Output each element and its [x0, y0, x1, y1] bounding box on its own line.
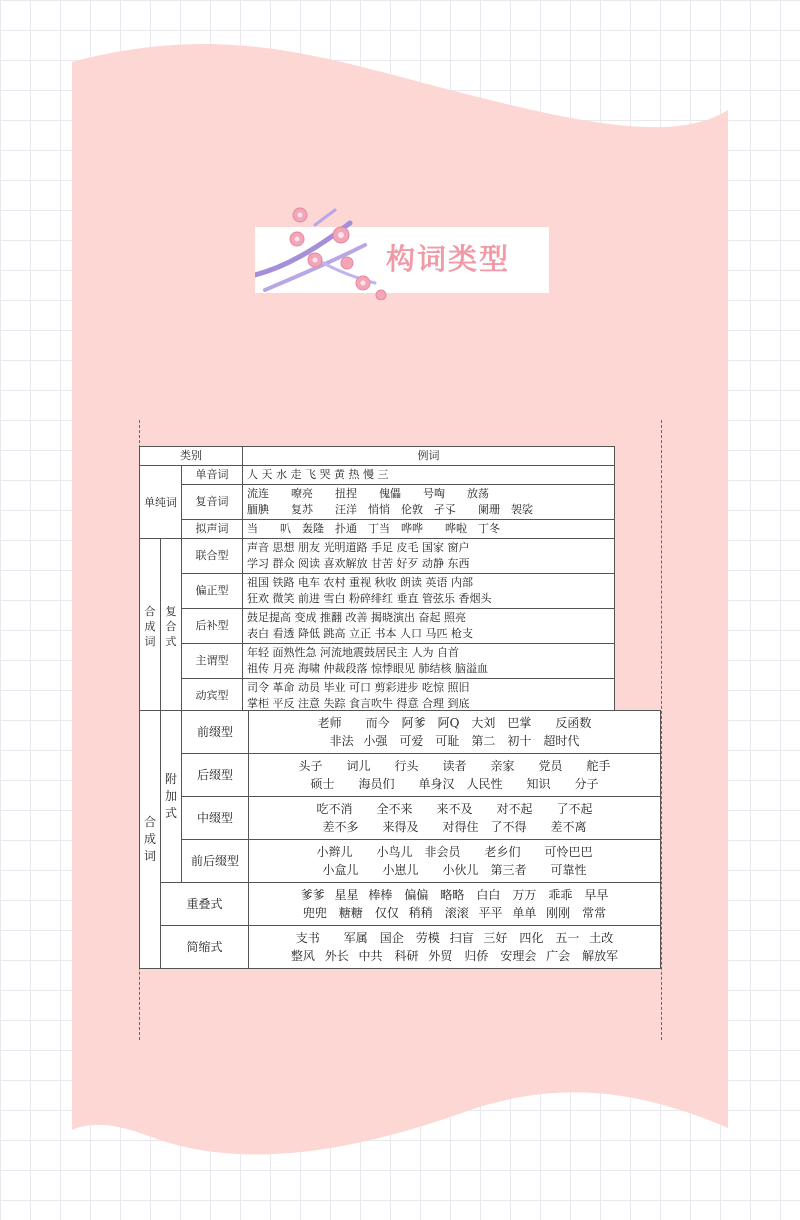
row-type: 动宾型	[182, 679, 243, 714]
row-examples	[249, 797, 661, 840]
table-row	[140, 466, 615, 485]
row-examples	[243, 466, 615, 485]
example-line: 学习 群众 阅读 喜欢解放 甘苦 好歹 动静 东西	[247, 557, 470, 570]
row-type: 复音词	[182, 485, 243, 520]
table-row	[140, 711, 661, 754]
example-line: 当 叭 轰隆 扑通 丁当 哗哗 哗啦 丁冬	[247, 522, 500, 535]
row-examples	[243, 485, 615, 520]
header-examples: 例词	[243, 447, 615, 466]
example-line: 掌柜 平反 注意 失踪 食言吹牛 得意 合理 到底	[247, 697, 470, 710]
example-line: 人 天 水 走 飞 哭 黄 热 慢 三	[247, 468, 389, 481]
example-line: 腼腆 复苏 汪洋 悄悄 伦敦 孑孓 阑珊 袈裟	[247, 503, 533, 516]
row-type: 前后缀型	[182, 840, 249, 883]
row-examples	[249, 754, 661, 797]
table-row	[140, 644, 615, 679]
header-category: 类别	[140, 447, 243, 466]
row-type: 偏正型	[182, 574, 243, 609]
example-line: 祖国 铁路 电车 农村 重视 秋收 朗读 英语 内部	[247, 576, 473, 589]
compound-subgroup: 复合式	[161, 539, 182, 714]
example-line: 流连 嘹亮 扭捏 傀儡 号啕 放荡	[247, 487, 489, 500]
right-dashed-line	[661, 420, 662, 1040]
row-type: 中缀型	[182, 797, 249, 840]
table-row	[140, 539, 615, 574]
example-line: 兜兜 糖糖 仅仅 稍稍 滚滚 平平 单单 刚刚 常常	[302, 906, 607, 920]
row-examples	[243, 574, 615, 609]
example-line: 小盒儿 小崽儿 小伙儿 第三者 可靠性	[322, 863, 587, 877]
simple-word-group: 单纯词	[140, 466, 182, 539]
row-examples	[249, 840, 661, 883]
row-type: 简缩式	[161, 926, 249, 969]
example-line: 支书 军属 国企 劳模 扫盲 三好 四化 五一 土改	[295, 931, 614, 945]
row-examples	[243, 609, 615, 644]
example-line: 头子 词儿 行头 读者 亲家 党员 舵手	[298, 759, 611, 773]
table-row	[140, 754, 661, 797]
compound-word-group: 合成词	[140, 711, 161, 969]
table-row	[140, 883, 661, 926]
compound-word-group: 合成词	[140, 539, 161, 714]
row-type: 单音词	[182, 466, 243, 485]
row-type: 联合型	[182, 539, 243, 574]
example-line: 老师 而今 阿爹 阿Q 大刘 巴掌 反函数	[317, 716, 592, 730]
example-line: 声音 思想 朋友 光明道路 手足 皮毛 国家 窗户	[247, 541, 470, 554]
page-title: 构词类型	[386, 242, 511, 276]
example-line: 吃不消 全不来 来不及 对不起 了不起	[316, 802, 593, 816]
row-type: 前缀型	[182, 711, 249, 754]
row-examples	[249, 883, 661, 926]
row-type: 主谓型	[182, 644, 243, 679]
row-type: 后缀型	[182, 754, 249, 797]
table-row	[140, 485, 615, 520]
flower-branch-icon	[255, 205, 395, 300]
table-row	[140, 840, 661, 883]
row-type: 重叠式	[161, 883, 249, 926]
table-row	[140, 609, 615, 644]
row-type: 后补型	[182, 609, 243, 644]
example-line: 年轻 面熟性急 河流地震鼓居民主 人为 自首	[247, 646, 459, 659]
row-examples	[243, 679, 615, 714]
row-type: 拟声词	[182, 520, 243, 539]
title-banner	[255, 205, 549, 295]
example-line: 狂欢 微笑 前进 雪白 粉碎绯红 垂直 管弦乐 香烟头	[247, 592, 492, 605]
example-line: 小辫儿 小鸟儿 非会员 老乡们 可怜巴巴	[316, 845, 593, 859]
table-row	[140, 574, 615, 609]
example-line: 司令 革命 动员 毕业 可口 剪彩进步 吃惊 照旧	[247, 681, 470, 694]
word-formation-table-2	[139, 710, 661, 969]
row-examples	[243, 520, 615, 539]
row-examples	[243, 644, 615, 679]
table-row	[140, 520, 615, 539]
table-row	[140, 797, 661, 840]
table-row	[140, 679, 615, 714]
example-line: 表白 看透 降低 跳高 立正 书本 人口 马匹 枪支	[247, 627, 473, 640]
example-line: 鼓足提高 变成 推翻 改善 揭晓演出 奋起 照亮	[247, 611, 466, 624]
example-line: 祖传 月亮 海啸 仲裁段落 惊悸眼见 肺结核 脑溢血	[247, 662, 488, 675]
table-row	[140, 926, 661, 969]
example-line: 整风 外长 中共 科研 外贸 归侨 安理会 广会 解放军	[290, 949, 619, 963]
word-formation-table-1	[139, 446, 615, 714]
affix-subgroup: 附加式	[161, 711, 182, 883]
example-line: 差不多 来得及 对得住 了不得 差不离	[322, 820, 587, 834]
example-line: 爹爹 星星 棒棒 偏偏 略略 白白 万万 乖乖 早早	[300, 888, 609, 902]
row-examples	[249, 711, 661, 754]
example-line: 硕士 海员们 单身汉 人民性 知识 分子	[310, 777, 599, 791]
row-examples	[243, 539, 615, 574]
row-examples	[249, 926, 661, 969]
example-line: 非法 小强 可爱 可耻 第二 初十 超时代	[329, 734, 580, 748]
table-header-row	[140, 447, 615, 466]
